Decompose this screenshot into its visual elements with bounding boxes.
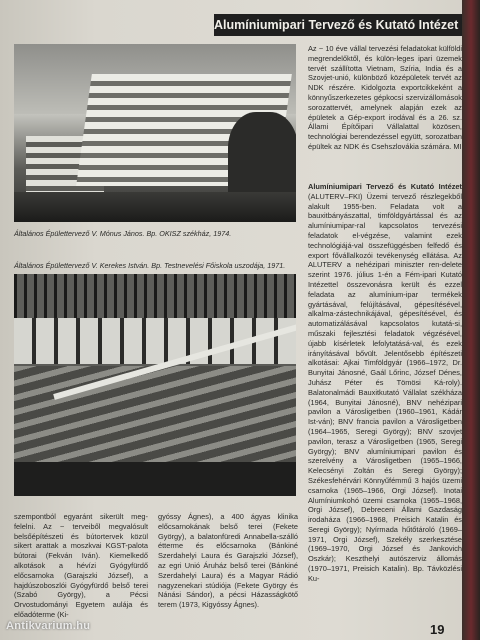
page-header: Alumíniumipari Tervező és Kutató Intézet [214, 14, 462, 36]
figure-caption-1: Általános Épülettervező V. Mónus János. Bp. OKISZ székház, 1974. [14, 229, 232, 238]
right-column-intro: Az ~ 10 éve vállal tervezési feladatokat külföldi megrendelőktől, és külön-leges ipari üzemek tervét szállította Vietnam, Szíria, India és a Szovjet-unió, különböző középületek tervét az NDK részére. Kidolgozta exportcikkeként a könnyűszerkezetes gépkocsi szervizállomások sorozattervét, amelynek alapján ezek az épületek a Gép-export irodával és a 26. sz. Állami Építőipari Vállalattal közösen, technológiai berendezéssel együtt, sorozatban épültek az NDK és Csehszlovákia számára. MI [308, 44, 462, 151]
entry-body: (ALUTERV–FKI) Üzemi tervező részlegekből alakult 1955-ben. Feladata volt a bauxitbányászattal, timföldgyártással és az alumíniumipar-ral kapcsolatos tervezési feladatok el-végzése, valamint ezek technológiájá-val összefüggésben felfedő és export fővállalkozói tevékenység ellátása. Az ALUTERV a nehézipari miniszter ren-delete szerint 1976. július 1-én a Fém-ipari Kutató Intézettel összevonásra került és ezzel feladata az alumínium-ipar termékek gyártásával, felújításával, gépesítésével, alkalma-zástechnikájával, gépesítésével, és automatizálásával kapcsolatos kutatá-si, műszaki fejlesztési feladatok végzésével, újabb kísérletek lefolytatásá-val, és ezek irányításával bővült. Jelentősebb építészeti alkotásai: Ajkai Timföldgyár (1966–1972, Dr. Bunyitai Jánosné, Gaál Lőrinc, József Dénes, Juhász Péter és Tömösi Ká-roly). Balatonalmádi Bauxitkutató Vállalat székháza (1964, Bunyitai Jánosné), BNV nehézipari pavilon a Városligetben (1960–1961, Kádár Ist-ván); BNV francia pavilon a Városligetben (1964–1965, Seregi György); BNV szovjet pavilon, terasz a Városligetben (1965, Seregi György); BNV alumíniumipari pavilon és szerelvény a Városligetben (1965–1966, Kelecsényi Zoltán és Seregi György); Székesfehérvári Könnyűfémmű 3 hajós üzemi csarnoka (1965–1966, Orgi József). Inotai Alumíniumkohó üzemi csarnoka (1965–1968, Orgi József), Debreceni Állami Gazdaság irodaháza (1966–1968, Preisich Katalin és Seregi György); Nyírmada hűtőtároló (1969–1971, Orgi József), Szekély szerkesztése (1969–1970, Orgi József és Jankovich Oszkár); Keszthelyi autószerviz állomás (1970–1971, Preisich Katalin). Bp. Távközlési Ku- [308, 191, 462, 583]
photo-ground [14, 192, 296, 222]
photo-swimming-hall [14, 274, 296, 496]
bottom-middle-column: gyóssy Ágnes), a 400 ágyas klinika előcsarnokának belső terei (Fekete György), a balatonfüredi Annabella-szálló étterme és előcsarnoka (Bánkiné Szerdahelyi Laura és Garajszki József), az egri Unió Áruház belső terei (Bánkiné Szerdahelyi Laura) és a Magyar Rádió nagyzenekari stúdiója (Fekete György és Nánási Sándor), a pécsi Házasságkötő terem (1973, Kigyóssy Ágnes). [158, 512, 298, 610]
right-column-entry [308, 182, 462, 622]
photo-tree [228, 112, 296, 202]
figure-caption-2: Általános Épülettervező V. Kerekes István. Bp. Testnevelési Főiskola uszodája, 1971. [14, 261, 286, 270]
photo-floor [14, 462, 296, 496]
book-binding [462, 0, 480, 640]
watermark-text: Antikvarium.hu [6, 620, 91, 632]
bottom-left-column: szempontból egyaránt sikerült meg-felelni. Az ~ terveiből megvalósult belsőépítészeti és bútortervek közül sikert arattak a moszkvai KGST-palota bútorai (Fekván Iván). Kiemelkedő alkotások a hévízi Gyógyfürdő előcsarnoka (Garajszki József), a hajdúszoboszlói Gyógyfürdő belső terei (Szabó György), a Pécsi Orvostudományi Egyetem aulája és előadóterme (Ki- [14, 512, 148, 619]
page-number: 19 [430, 622, 445, 637]
photo-roof-structure [14, 274, 296, 318]
photo-okisz-headquarters [14, 44, 296, 222]
entry-title: Alumíniumipari Tervező és Kutató Intézet [308, 182, 462, 191]
